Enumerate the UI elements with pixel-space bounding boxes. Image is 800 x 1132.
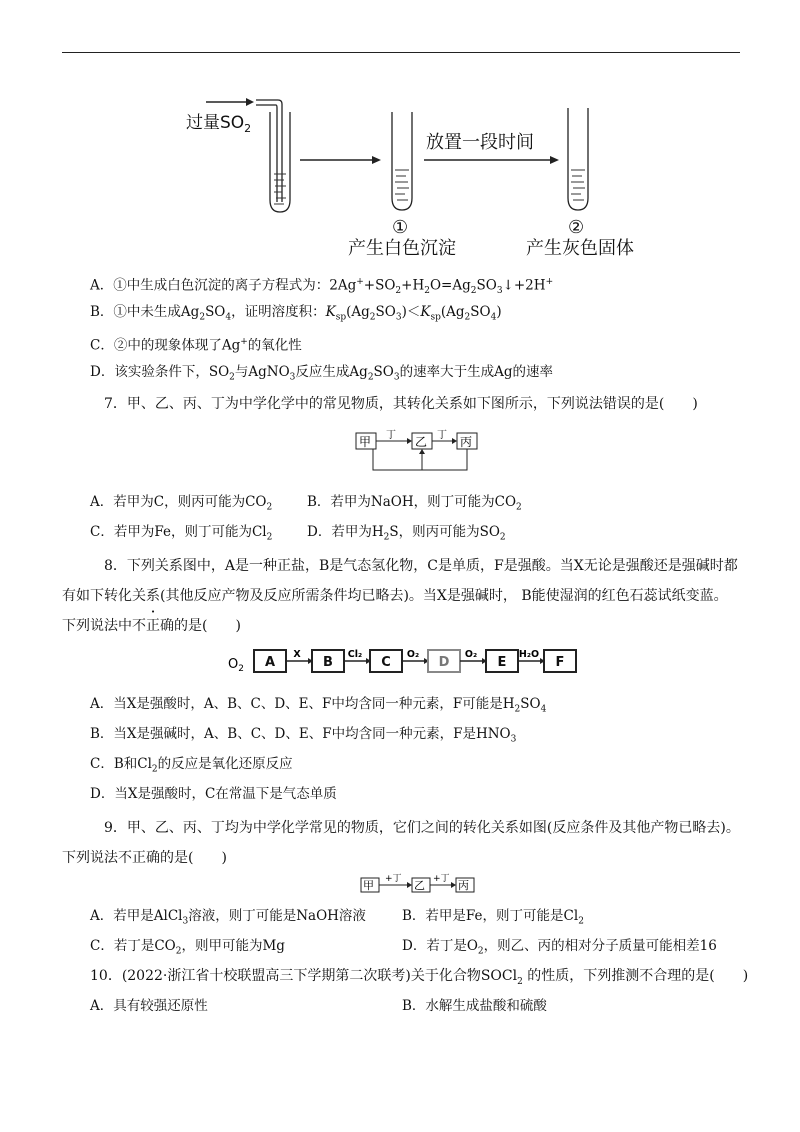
q8-node-label-f: F — [555, 655, 565, 670]
q8-option-c: C．B和$Cl_2$的反应是氧化还原反应 — [90, 756, 293, 775]
q9-node-2: 乙 — [414, 879, 425, 892]
q7-diagram — [355, 428, 485, 478]
q7-option-c: C．若甲为Fe，则丁可能为$Cl_2$ — [90, 524, 273, 543]
tube-2-marker: ② — [568, 217, 585, 238]
q8-edge-label-5: H₂O — [518, 649, 540, 660]
q8-option-d: D．当X是强酸时，C在常温下是气态单质 — [90, 786, 337, 802]
q8-stem-line-3: 下列说法中不正确的是( ) — [62, 618, 241, 634]
q10-option-b: B．水解生成盐酸和硫酸 — [402, 998, 547, 1014]
tube-1-caption: 产生白色沉淀 — [348, 238, 456, 259]
q8-node-label-c: C — [381, 655, 391, 670]
q9-stem-line-1: 9．甲、乙、丙、丁均为中学化学常见的物质，它们之间的转化关系如图(反应条件及其他产物已略去)。 — [104, 820, 740, 836]
q8-node-label-b: B — [323, 655, 333, 670]
figure-experiment — [170, 90, 690, 260]
q8-edge-label-4: O₂ — [464, 649, 478, 660]
tube-2-caption: 产生灰色固体 — [526, 238, 634, 259]
q9-option-d: D．若丁是$O_2$，则乙、丙的相对分子质量可能相差16 — [402, 938, 717, 957]
q8-chain-prefix: $O_2$ — [228, 657, 244, 674]
q7-option-b: B．若甲为NaOH，则丁可能为$CO_2$ — [307, 494, 522, 513]
q6-option-d: D．该实验条件下，$SO_2$与AgNO$_3$反应生成$Ag_2SO_3$的速率大于生成Ag的速率 — [90, 364, 554, 383]
test-tube-1 — [392, 112, 412, 210]
q6-option-c: C．②中的现象体现了Ag+的氧化性 — [90, 337, 302, 354]
q8-option-b: B．当X是强碱时，A、B、C、D、E、F中均含同一种元素，F是$HNO_3$ — [90, 726, 517, 745]
q7-option-a: A．若甲为C，则丙可能为$CO_2$ — [90, 494, 273, 513]
q7-edge-1: 丁 — [386, 430, 396, 441]
q7-node-1: 甲 — [359, 435, 372, 449]
q8-node-label-e: E — [497, 655, 507, 670]
q9-option-c: C．若丁是$CO_2$，则甲可能为Mg — [90, 938, 285, 957]
q7-node-2: 乙 — [415, 435, 428, 449]
q10-option-a: A．具有较强还原性 — [90, 998, 208, 1014]
q8-stem-line-2: 有如下转化关系(其他反应产物及反应所需条件均已略去)。当X是强碱时， B能使湿润的红色石蕊试纸变蓝。 — [62, 588, 728, 604]
q8-edge-label-1: X — [293, 649, 301, 660]
q7-node-3: 丙 — [460, 435, 473, 449]
q9-option-b: B．若甲是Fe，则丁可能是$Cl_2$ — [402, 908, 584, 927]
q9-edge-1: +丁 — [385, 874, 402, 884]
q6-option-b: B．①中未生成$Ag_2SO_4$，证明溶度积：$K_{sp}(Ag_2SO_3)<K_{sp}(Ag_2SO_4)$ — [90, 304, 502, 323]
header-rule — [62, 52, 740, 53]
q9-node-3: 丙 — [458, 879, 469, 892]
q9-option-a: A．若甲是AlCl$_3$溶液，则丁可能是NaOH溶液 — [90, 908, 366, 927]
step-label: 放置一段时间 — [426, 132, 534, 153]
test-tube-2 — [568, 108, 588, 210]
q7-stem: 7．甲、乙、丙、丁为中学化学中的常见物质，其转化关系如下图所示，下列说法错误的是( ) — [104, 396, 698, 412]
q8-emphasis: 不正确 — [132, 618, 174, 634]
q8-chain-diagram — [228, 644, 598, 680]
q7-option-d: D．若甲为$H_2S$，则丙可能为$SO_2$ — [307, 524, 506, 543]
q8-option-a: A．当X是强酸时，A、B、C、D、E、F中均含同一种元素，F可能是$H_2SO_4$ — [90, 696, 547, 715]
q8-edge-label-3: O₂ — [406, 649, 420, 660]
q8-node-label-d: D — [438, 655, 450, 670]
gas-input-label: 过量$SO_2$ — [186, 113, 252, 135]
q9-node-1: 甲 — [363, 879, 374, 892]
q9-edge-2: +丁 — [433, 874, 450, 884]
q8-edge-label-2: Cl₂ — [347, 649, 363, 660]
q7-edge-2: 丁 — [437, 430, 447, 441]
q9-stem-line-2: 下列说法不正确的是( ) — [62, 850, 227, 866]
test-tube-initial — [270, 112, 290, 212]
q8-node-label-a: A — [264, 655, 276, 670]
q9-diagram — [360, 872, 480, 896]
q10-stem: 10．(2022·浙江省十校联盟高三下学期第二次联考)关于化合物SOCl$_2$ 的性质，下列推测不合理的是( ) — [90, 968, 749, 987]
q6-option-a: A．①中生成白色沉淀的离子方程式为：$2Ag^++SO_2+H_2O=Ag_2SO_3↓+2H^+$ — [90, 277, 554, 297]
q8-stem-line-1: 8．下列关系图中，A是一种正盐，B是气态氢化物，C是单质，F是强酸。当X无论是强酸还是强碱时都 — [104, 558, 738, 574]
tube-1-marker: ① — [392, 217, 409, 238]
